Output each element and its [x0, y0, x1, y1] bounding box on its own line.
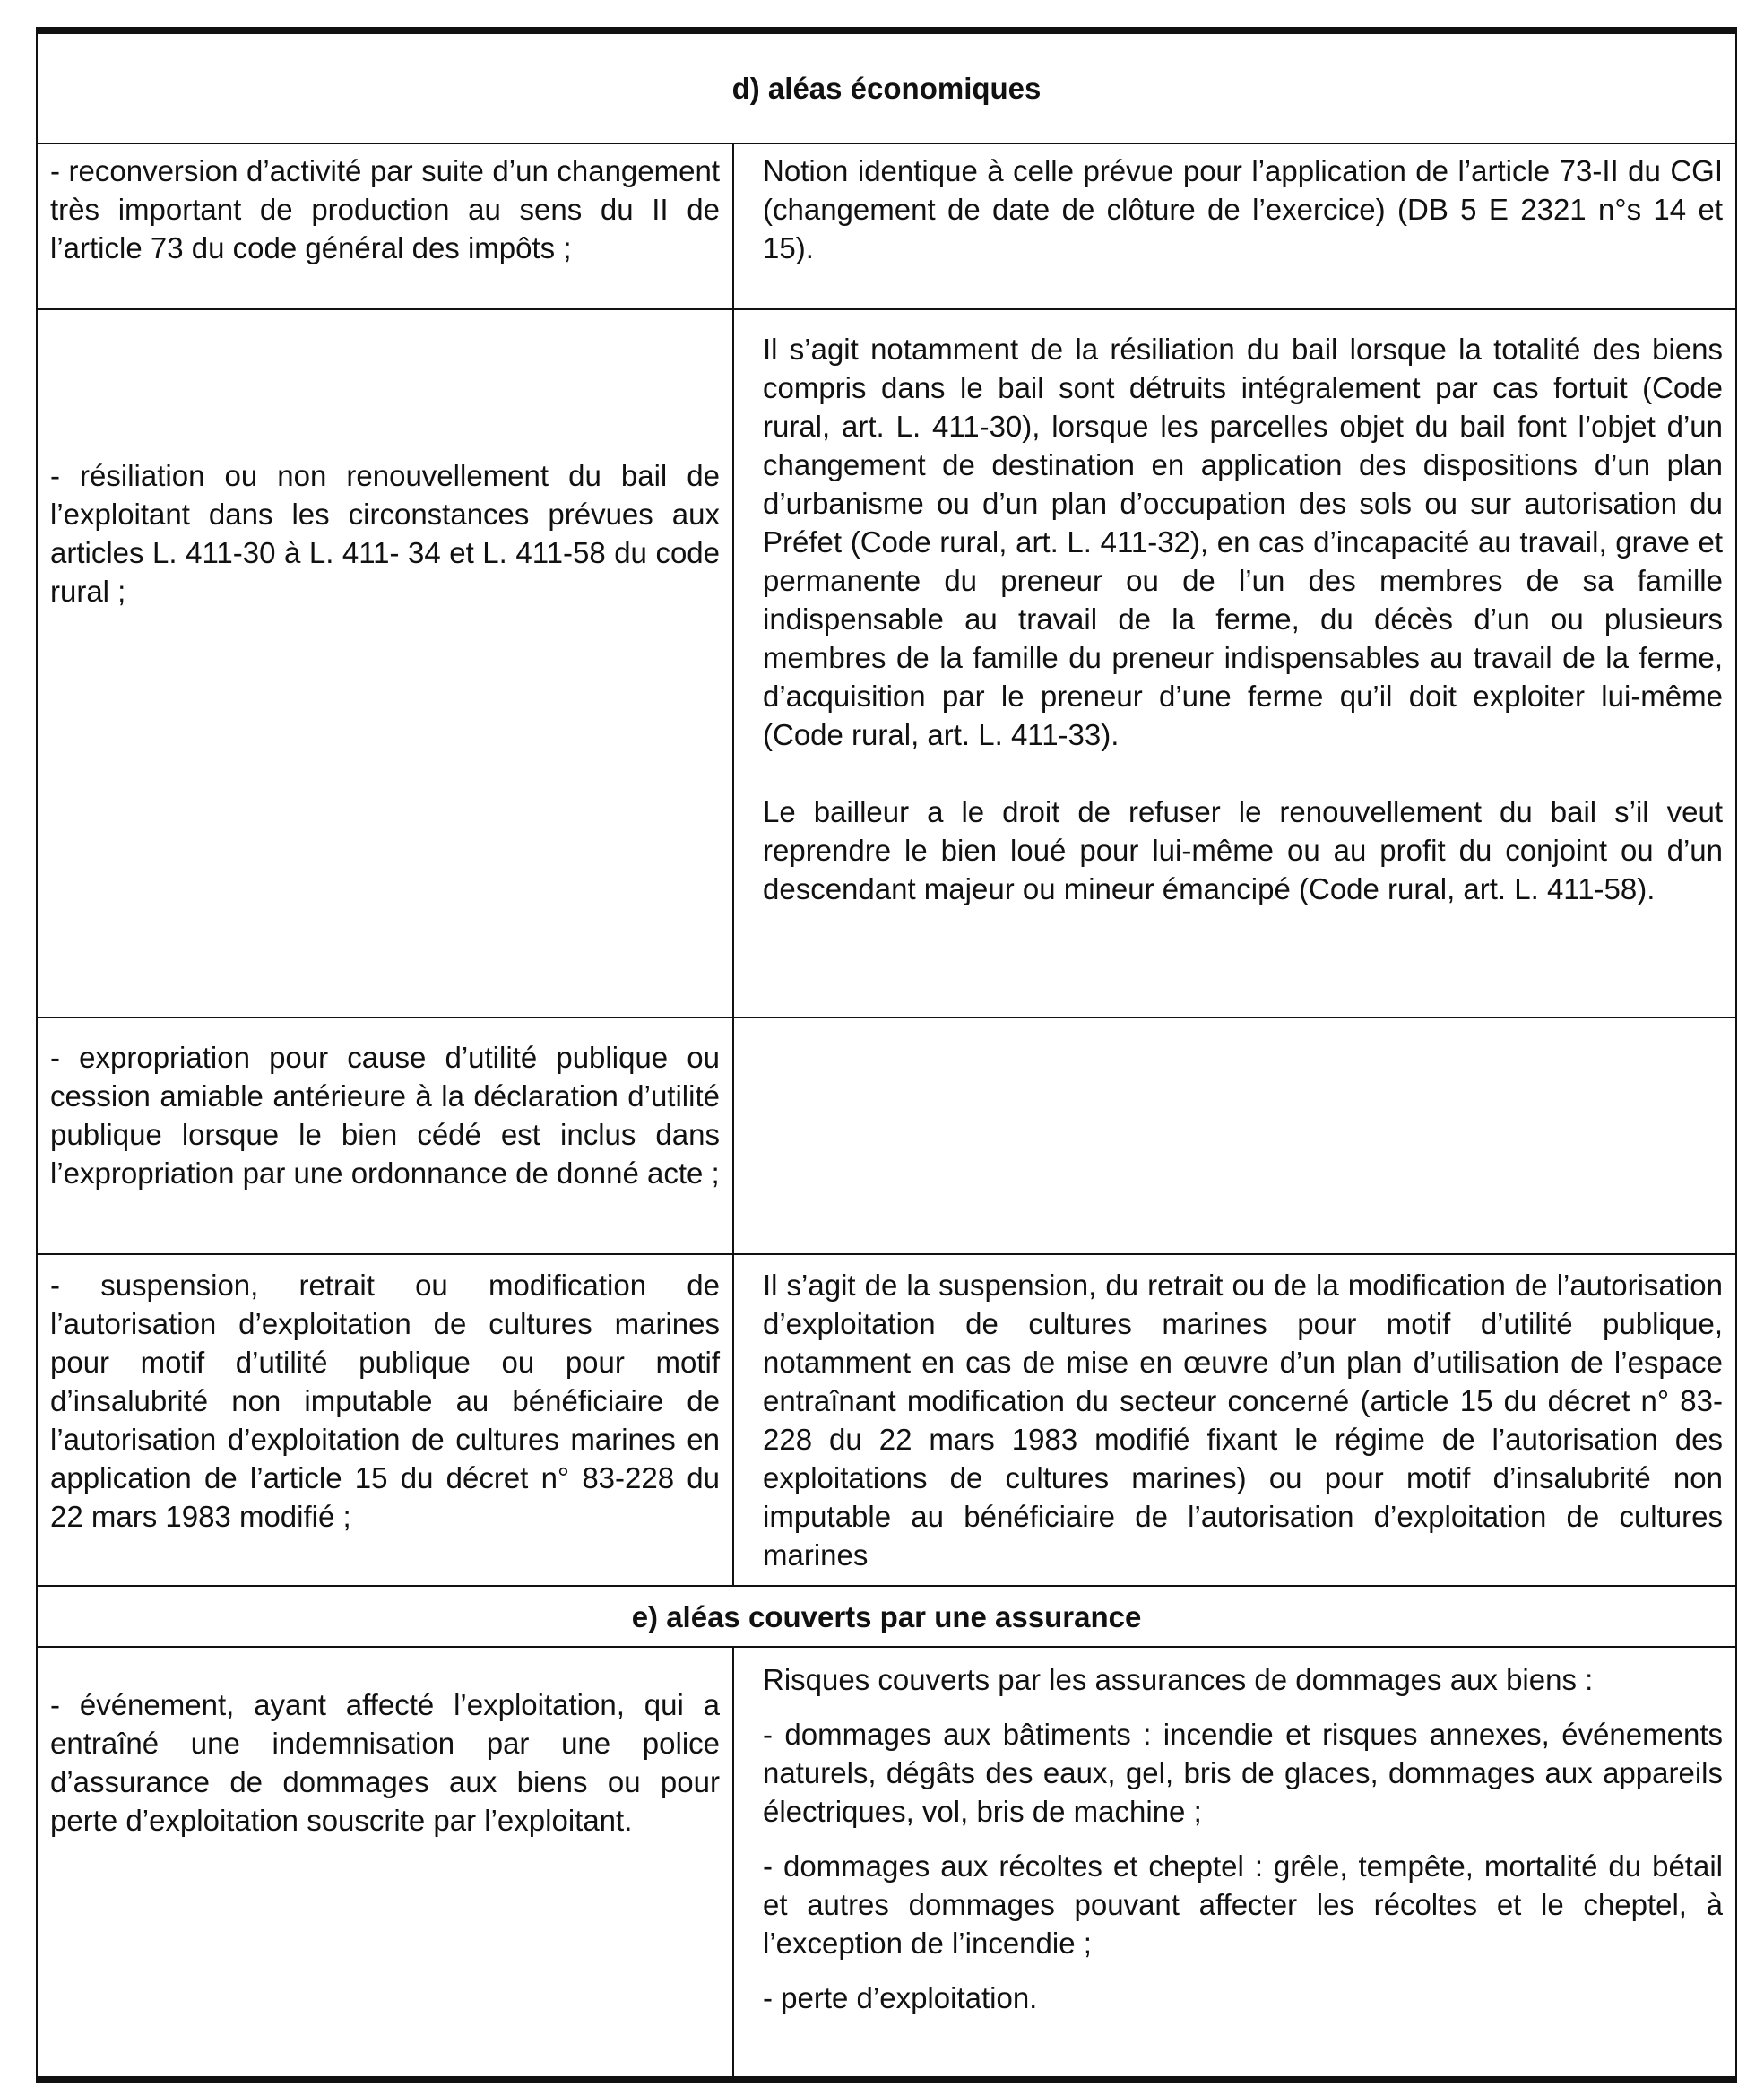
right-cell [733, 1647, 1736, 2080]
section-heading-economic: d) aléas économiques [37, 30, 1736, 143]
table-row [37, 143, 1736, 309]
table-row [37, 1254, 1736, 1586]
right-paragraph: Risques couverts par les assurances de dommages aux biens : [763, 1663, 1594, 1696]
right-paragraph: Le bailleur a le droit de refuser le renouvellement du bail s’il veut reprendre le bien loué pour lui-même ou au profit du conjoint ou d’un descendant majeur ou mineur émancipé (Code rural, art. L. 411-58). [763, 795, 1723, 905]
right-paragraph: Il s’agit notamment de la résiliation du bail lorsque la totalité des biens compris dans le bail sont détruits intégralement par cas fortuit (Code rural, art. L. 411-30), lorsque les parcelles objet du bail font l’objet d’un changement de destination en application des dispositions d’un plan d’urbanisme ou d’un plan d’occupation des sols ou sur autorisation du Préfet (Code rural, art. L. 411-32), en cas d’incapacité au travail, grave et permanente du preneur ou de l’un des membres de sa famille indispensable au travail de la ferme, du décès d’un ou plusieurs membres de la famille du preneur indispensables au travail de la ferme, d’acquisition par le preneur d’une ferme qu’il doit exploiter lui-même (Code rural, art. L. 411-33). [763, 333, 1723, 751]
left-cell [37, 1018, 733, 1254]
right-paragraph: Notion identique à celle prévue pour l’application de l’article 73-II du CGI (changement de date de clôture de l’exercice) (DB 5 E 2321 n°s 14 et 15). [763, 154, 1723, 264]
right-paragraph: Il s’agit de la suspension, du retrait ou de la modification de l’autorisation d’exploitation de cultures marines pour motif d’utilité publique, notamment en cas de mise en œuvre d’un plan d’utilisation de l’espace entraînant modification du secteur concerné (article 15 du décret n° 83-228 du 22 mars 1983 modifié fixant le régime de l’autorisation des exploitations de cultures marines) ou pour motif d’insalubrité non imputable au bénéficiaire de l’autorisation d’exploitation de cultures marines [763, 1269, 1723, 1572]
left-text: - résiliation ou non renouvellement du bail de l’exploitant dans les circonstances prévues aux articles L. 411-30 à L. 411- 34 et L. 411-58 du code rural ; [50, 459, 720, 608]
table-row [37, 309, 1736, 1018]
section-heading-row [37, 30, 1736, 143]
left-cell [37, 143, 733, 309]
right-cell [733, 309, 1736, 1018]
left-cell [37, 1254, 733, 1586]
section-heading-row [37, 1586, 1736, 1647]
right-cell-empty [733, 1018, 1736, 1254]
left-text: - reconversion d’activité par suite d’un changement très important de production au sens du II de l’article 73 du code général des impôts ; [50, 154, 720, 264]
right-cell [733, 143, 1736, 309]
list-item-buildings: - dommages aux bâtiments : incendie et risques annexes, événements naturels, dégâts des eaux, gel, bris de glaces, dommages aux appareils électriques, vol, bris de machine ; [763, 1718, 1723, 1828]
left-text: - événement, ayant affecté l’exploitation, qui a entraîné une indemnisation par une police d’assurance de dommages aux biens ou pour perte d’exploitation souscrite par l’exploitant. [50, 1688, 720, 1837]
table-row [37, 1647, 1736, 2080]
left-cell [37, 1647, 733, 2080]
table-row [37, 1018, 1736, 1254]
left-text: - suspension, retrait ou modification de l’autorisation d’exploitation de cultures marines pour motif d’utilité publique ou pour motif d’insalubrité non imputable au bénéficiaire de l’autorisation d’exploitation de cultures marines en application de l’article 15 du décret n° 83-228 du 22 mars 1983 modifié ; [50, 1269, 720, 1533]
document-table [36, 27, 1737, 2083]
list-item-operating-loss: - perte d’exploitation. [763, 1981, 1038, 2014]
section-heading-insurance: e) aléas couverts par une assurance [37, 1586, 1736, 1647]
left-cell [37, 309, 733, 1018]
right-cell [733, 1254, 1736, 1586]
left-text: - expropriation pour cause d’utilité publique ou cession amiable antérieure à la déclaration d’utilité publique lorsque le bien cédé est inclus dans l’expropriation par une ordonnance de donné acte ; [50, 1041, 720, 1190]
list-item-crops: - dommages aux récoltes et cheptel : grêle, tempête, mortalité du bétail et autres dommages pouvant affecter les récoltes et le cheptel, à l’exception de l’incendie ; [763, 1849, 1723, 1960]
